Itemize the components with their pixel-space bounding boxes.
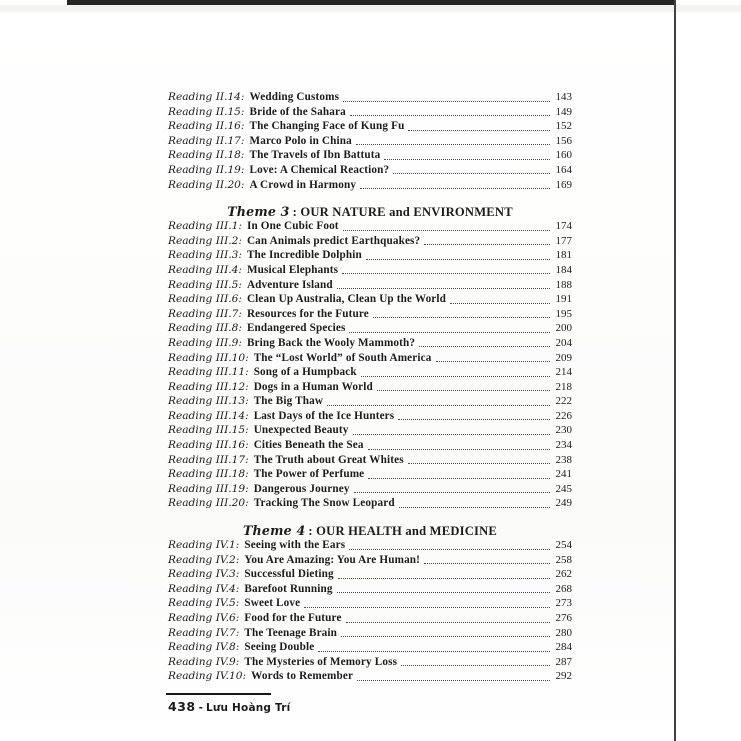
entry-reading-label: Reading III.9:: [168, 336, 242, 349]
dot-leader: [338, 567, 550, 579]
entry-reading-label: Reading III.19:: [168, 482, 249, 495]
scan-page-edge-line: [674, 0, 676, 741]
toc-entry: [168, 148, 572, 163]
entry-reading-label: Reading III.8:: [168, 322, 242, 335]
toc-entry: [168, 567, 572, 582]
dot-leader: [368, 467, 550, 479]
entry-reading-label: Reading III.2:: [168, 234, 242, 247]
entry-reading-label: Reading IV.7:: [168, 626, 240, 639]
entry-title: Last Days of the Ice Hunters: [253, 409, 395, 422]
entry-reading-label: Reading III.13:: [168, 395, 249, 408]
toc-entry: [168, 538, 572, 553]
scan-top-strip: [0, 5, 741, 12]
dot-leader: [349, 538, 550, 550]
dot-leader: [337, 582, 550, 594]
dot-leader: [342, 263, 550, 275]
toc-entry: [168, 321, 572, 336]
toc-entry: [168, 292, 572, 307]
dot-leader: [384, 148, 550, 160]
entry-reading-label: Reading III.12:: [168, 380, 249, 393]
dot-leader: [349, 321, 550, 333]
entry-reading-label: Reading III.20:: [168, 497, 249, 510]
entry-reading-label: Reading III.7:: [168, 307, 242, 320]
dot-leader: [408, 453, 550, 465]
entry-page-number: 143: [555, 91, 572, 103]
entry-page-number: 268: [555, 582, 572, 595]
entry-reading-label: Reading III.17:: [168, 453, 249, 466]
entry-title: Marco Polo in China: [249, 134, 352, 147]
toc-entry: [168, 655, 572, 670]
toc-entry: [168, 482, 572, 497]
toc-entry: [168, 409, 572, 424]
entry-page-number: 177: [555, 234, 572, 247]
entry-page-number: 287: [555, 655, 572, 668]
entry-reading-label: Reading III.14:: [168, 409, 249, 422]
dot-leader: [353, 423, 550, 435]
dot-leader: [343, 219, 550, 231]
entry-reading-label: Reading IV.1:: [168, 539, 240, 552]
dot-leader: [343, 90, 550, 102]
toc-entry: [168, 423, 572, 438]
entry-title: In One Cubic Foot: [246, 220, 339, 233]
theme-header: [168, 204, 572, 219]
entry-reading-label: Reading II.19:: [168, 163, 245, 176]
toc-entry: [168, 496, 572, 511]
toc-entry: [168, 219, 572, 234]
entry-title: Dogs in a Human World: [253, 380, 373, 393]
entry-title: Unexpected Beauty: [253, 424, 349, 437]
toc-entry: [168, 119, 572, 134]
entry-reading-label: Reading II.17:: [168, 134, 245, 147]
entry-reading-label: Reading III.5:: [168, 278, 242, 291]
entry-title: Musical Elephants: [246, 263, 339, 276]
toc-entry: [168, 394, 572, 409]
entry-title: The Big Thaw: [253, 395, 324, 408]
theme-title-label: : OUR HEALTH and MEDICINE: [308, 524, 498, 539]
toc-entry: [168, 336, 572, 351]
entry-page-number: 258: [555, 553, 572, 566]
entry-reading-label: Reading II.15:: [168, 105, 245, 118]
toc-entry: [168, 365, 572, 380]
entry-title: Words to Remember: [251, 670, 354, 683]
entry-title: Endangered Species: [246, 322, 346, 335]
table-of-contents: [168, 90, 572, 684]
entry-page-number: 249: [555, 497, 572, 510]
entry-reading-label: Reading III.18:: [168, 468, 249, 481]
dot-leader: [368, 438, 550, 450]
dot-leader: [424, 553, 550, 565]
toc-entry: [168, 90, 572, 105]
entry-page-number: 181: [555, 249, 572, 262]
entry-reading-label: Reading III.6:: [168, 293, 242, 306]
theme-number-label: Theme 4: [242, 523, 306, 539]
entry-title: The Truth about Great Whites: [253, 453, 404, 466]
entry-page-number: 174: [555, 220, 572, 233]
entry-reading-label: Reading III.1:: [168, 220, 242, 233]
toc-entry: [168, 380, 572, 395]
footer-rule: [166, 693, 271, 695]
dot-leader: [356, 134, 550, 146]
entry-title: The “Lost World” of South America: [253, 351, 432, 364]
entry-title: Bring Back the Wooly Mammoth?: [246, 336, 416, 349]
toc-entry: [168, 626, 572, 641]
entry-reading-label: Reading III.4:: [168, 263, 242, 276]
dot-leader: [436, 351, 550, 363]
theme-header: [168, 523, 572, 538]
dot-leader: [357, 669, 550, 681]
dot-leader: [399, 496, 550, 508]
dot-leader: [327, 394, 550, 406]
entry-page-number: 152: [555, 120, 572, 133]
entry-reading-label: Reading II.20:: [168, 178, 245, 191]
entry-page-number: 245: [555, 482, 572, 495]
dot-leader: [398, 409, 550, 421]
dot-leader: [346, 611, 550, 623]
entry-page-number: 160: [555, 149, 572, 162]
entry-reading-label: Reading III.3:: [168, 249, 242, 262]
toc-entry: [168, 553, 572, 568]
footer-page-number: 438: [168, 699, 196, 714]
entry-title: Adventure Island: [246, 278, 333, 291]
entry-page-number: 230: [555, 424, 572, 437]
entry-reading-label: Reading III.15:: [168, 424, 249, 437]
dot-leader: [408, 119, 550, 131]
dot-leader: [373, 307, 550, 319]
entry-title: A Crowd in Harmony: [249, 178, 357, 191]
entry-page-number: 241: [555, 468, 572, 481]
toc-entry: [168, 453, 572, 468]
toc-entry: [168, 611, 572, 626]
entry-page-number: 149: [555, 105, 572, 118]
dot-leader: [337, 278, 550, 290]
dot-leader: [360, 178, 550, 190]
entry-reading-label: Reading II.18:: [168, 149, 245, 162]
dot-leader: [450, 292, 550, 304]
entry-title: The Incredible Dolphin: [246, 249, 362, 262]
dot-leader: [361, 365, 550, 377]
entry-title: Resources for the Future: [246, 307, 369, 320]
toc-entry: [168, 163, 572, 178]
entry-title: The Changing Face of Kung Fu: [249, 120, 405, 133]
dot-leader: [354, 482, 550, 494]
dot-leader: [419, 336, 550, 348]
entry-page-number: 284: [555, 641, 572, 654]
entry-title: Cities Beneath the Sea: [253, 439, 364, 452]
toc-entry: [168, 178, 572, 193]
entry-page-number: 184: [555, 263, 572, 276]
dot-leader: [393, 163, 550, 175]
entry-title: Can Animals predict Earthquakes?: [246, 234, 421, 247]
entry-title: Sweet Love: [244, 597, 301, 610]
toc-entry: [168, 263, 572, 278]
entry-page-number: 222: [555, 395, 572, 408]
entry-reading-label: Reading III.16:: [168, 439, 249, 452]
theme-number-label: Theme 3: [227, 204, 290, 220]
entry-page-number: 262: [555, 568, 572, 581]
footer-author: Lưu Hoàng Trí: [205, 702, 291, 714]
entry-page-number: 169: [555, 178, 572, 191]
entry-title: Tracking The Snow Leopard: [253, 497, 395, 510]
entry-title: Wedding Customs: [249, 91, 340, 103]
toc-entry: [168, 669, 572, 684]
entry-reading-label: Reading III.11:: [168, 366, 249, 379]
entry-title: Dangerous Journey: [253, 482, 350, 495]
dot-leader: [350, 105, 550, 117]
entry-title: The Teenage Brain: [244, 626, 338, 639]
toc-entry: [168, 105, 572, 120]
entry-title: Seeing Double: [244, 641, 315, 654]
entry-page-number: 209: [555, 351, 572, 364]
entry-page-number: 195: [555, 307, 572, 320]
dot-leader: [304, 596, 550, 608]
toc-entry: [168, 307, 572, 322]
toc-entry: [168, 640, 572, 655]
entry-reading-label: Reading II.14:: [168, 91, 245, 103]
toc-entry: [168, 582, 572, 597]
entry-page-number: 214: [555, 366, 572, 379]
entry-page-number: 200: [555, 322, 572, 335]
entry-page-number: 204: [555, 336, 572, 349]
footer-separator: -: [198, 702, 203, 714]
entry-page-number: 156: [555, 134, 572, 147]
entry-reading-label: Reading III.10:: [168, 351, 249, 364]
entry-title: Successful Dieting: [244, 568, 334, 581]
entry-title: Song of a Humpback: [253, 366, 357, 379]
toc-entry: [168, 438, 572, 453]
entry-page-number: 280: [555, 626, 572, 639]
entry-page-number: 273: [555, 597, 572, 610]
toc-entry: [168, 278, 572, 293]
entry-reading-label: Reading IV.5:: [168, 597, 240, 610]
dot-leader: [341, 626, 550, 638]
entry-page-number: 254: [555, 539, 572, 552]
entry-reading-label: Reading IV.6:: [168, 612, 240, 624]
toc-entry: [168, 596, 572, 611]
entry-reading-label: Reading II.16:: [168, 120, 245, 133]
toc-entry: [168, 134, 572, 149]
entry-title: Barefoot Running: [244, 582, 333, 595]
entry-title: Clean Up Australia, Clean Up the World: [246, 293, 447, 306]
dot-leader: [366, 248, 550, 260]
dot-leader: [401, 655, 550, 667]
entry-title: Seeing with the Ears: [244, 539, 346, 552]
toc-entry: [168, 234, 572, 249]
entry-page-number: 164: [555, 163, 572, 176]
entry-page-number: 234: [555, 439, 572, 452]
entry-reading-label: Reading IV.9:: [168, 655, 240, 668]
entry-page-number: 292: [555, 670, 572, 683]
entry-page-number: 191: [555, 293, 572, 306]
entry-title: Food for the Future: [244, 612, 342, 624]
toc-entry: [168, 467, 572, 482]
entry-title: The Travels of Ibn Battuta: [249, 149, 381, 162]
entry-reading-label: Reading IV.2:: [168, 553, 240, 566]
entry-reading-label: Reading IV.3:: [168, 568, 240, 581]
dot-leader: [377, 380, 550, 392]
entry-reading-label: Reading IV.4:: [168, 582, 240, 595]
entry-title: The Power of Perfume: [253, 468, 365, 481]
theme-title-label: : OUR NATURE and ENVIRONMENT: [292, 205, 513, 220]
entry-page-number: 226: [555, 409, 572, 422]
toc-entry: [168, 248, 572, 263]
entry-reading-label: Reading IV.8:: [168, 641, 240, 654]
toc-entry: [168, 351, 572, 366]
entry-title: You Are Amazing: You Are Human!: [244, 553, 421, 566]
entry-title: The Mysteries of Memory Loss: [244, 655, 398, 668]
dot-leader: [424, 234, 550, 246]
entry-page-number: 188: [555, 278, 572, 291]
entry-page-number: 238: [555, 453, 572, 466]
page-footer: [168, 698, 290, 714]
entry-reading-label: Reading IV.10:: [168, 670, 247, 683]
entry-title: Bride of the Sahara: [249, 105, 346, 118]
entry-title: Love: A Chemical Reaction?: [249, 163, 390, 176]
dot-leader: [318, 640, 550, 652]
entry-page-number: 276: [555, 612, 572, 624]
entry-page-number: 218: [555, 380, 572, 393]
